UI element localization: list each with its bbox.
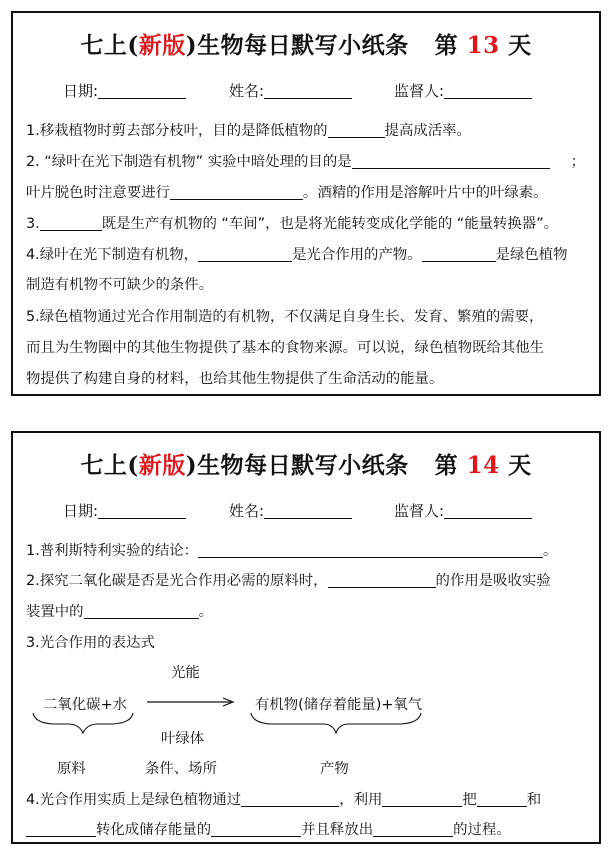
worksheet-card-day-13: [11, 11, 601, 396]
day-prefix: 第: [434, 32, 459, 59]
question-2-line-1: 2. “绿叶在光下制造有机物” 实验中暗处理的目的是 ；: [26, 154, 585, 170]
answer-blank[interactable]: [422, 245, 496, 262]
title-new-edition: 新版: [138, 452, 186, 479]
answer-blank[interactable]: [352, 152, 550, 169]
question-5-line-1: 5.绿色植物通过光合作用制造的有机物，不仅满足自身生长、发育、繁殖的需要，: [26, 309, 544, 325]
answer-blank[interactable]: [170, 183, 303, 200]
question-1: 1.普利斯特利实验的结论： 。: [26, 543, 558, 559]
date-field: 日期:: [63, 500, 186, 521]
question-3: 3. 既是生产有机物的 “车间”，也是将光能转变成化学能的 “能量转换器”。: [26, 216, 559, 232]
question-4-line-1: 4.光合作用实质上是绿色植物通过 ，利用 把 和: [26, 792, 542, 808]
day-suffix: 天: [508, 32, 532, 59]
question-2-line-2: 装置中的 。: [26, 604, 213, 620]
answer-blank[interactable]: [198, 245, 292, 262]
reactants-brace: [33, 713, 133, 733]
day-number: 13: [466, 32, 500, 59]
title-suffix: )生物每日默写小纸条: [185, 452, 409, 479]
raw-materials-label: 原料: [57, 761, 86, 777]
question-5-line-3: 物提供了构建自身的材料，也给其他生物提供了生命活动的能量。: [26, 371, 444, 387]
title-new-edition: 新版: [138, 32, 186, 59]
date-blank[interactable]: [98, 82, 186, 99]
question-2-line-1: 2.探究二氧化碳是否是光合作用必需的原料时， 的作用是吸收实验: [26, 573, 551, 589]
worksheet-card-day-14: [11, 431, 601, 844]
photosynthesis-equation: [13, 433, 599, 842]
answer-blank[interactable]: [328, 121, 385, 138]
question-3: 3.光合作用的表达式: [26, 635, 155, 651]
supervisor-field: 监督人:: [394, 500, 532, 521]
supervisor-field: 监督人:: [394, 80, 532, 101]
date-field: 日期:: [63, 80, 186, 101]
light-energy-label: 光能: [171, 665, 200, 681]
question-4-line-1: 4.绿叶在光下制造有机物， 是光合作用的产物。 是绿色植物: [26, 247, 568, 263]
day-number: 14: [466, 452, 500, 479]
answer-blank[interactable]: [26, 820, 96, 837]
products-text: 有机物(储存着能量)+氧气: [255, 697, 423, 713]
question-1: 1.移栽植物时剪去部分枝叶，目的是降低植物的 提高成活率。: [26, 123, 471, 139]
answer-blank[interactable]: [477, 790, 527, 807]
day-suffix: 天: [508, 452, 532, 479]
answer-blank[interactable]: [382, 790, 462, 807]
supervisor-blank[interactable]: [444, 82, 532, 99]
question-5-line-2: 而且为生物圈中的其他生物提供了基本的食物来源。可以说，绿色植物既给其他生: [26, 340, 545, 356]
conditions-label: 条件、场所: [145, 761, 217, 777]
day-prefix: 第: [434, 452, 459, 479]
answer-blank[interactable]: [373, 820, 453, 837]
equation-arrows-and-braces: [13, 433, 599, 842]
question-4-line-2: 制造有机物不可缺少的条件。: [26, 277, 214, 293]
title-suffix: )生物每日默写小纸条: [185, 32, 409, 59]
products-label: 产物: [320, 761, 349, 777]
name-blank[interactable]: [264, 82, 352, 99]
name-field: 姓名:: [229, 80, 352, 101]
name-field: 姓名:: [229, 500, 352, 521]
answer-blank[interactable]: [241, 790, 339, 807]
reactants-text: 二氧化碳+水: [43, 697, 128, 713]
question-4-line-2: 转化成储存能量的 并且释放出 的过程。: [26, 818, 591, 839]
answer-blank[interactable]: [40, 214, 102, 231]
question-2-line-2: 叶片脱色时注意要进行 。酒精的作用是溶解叶片中的叶绿素。: [26, 185, 548, 201]
card-title: [13, 27, 599, 60]
chloroplast-label: 叶绿体: [161, 731, 205, 747]
title-prefix: 七上(: [80, 452, 139, 479]
answer-blank[interactable]: [211, 820, 301, 837]
products-brace: [251, 713, 421, 733]
title-prefix: 七上(: [80, 32, 139, 59]
